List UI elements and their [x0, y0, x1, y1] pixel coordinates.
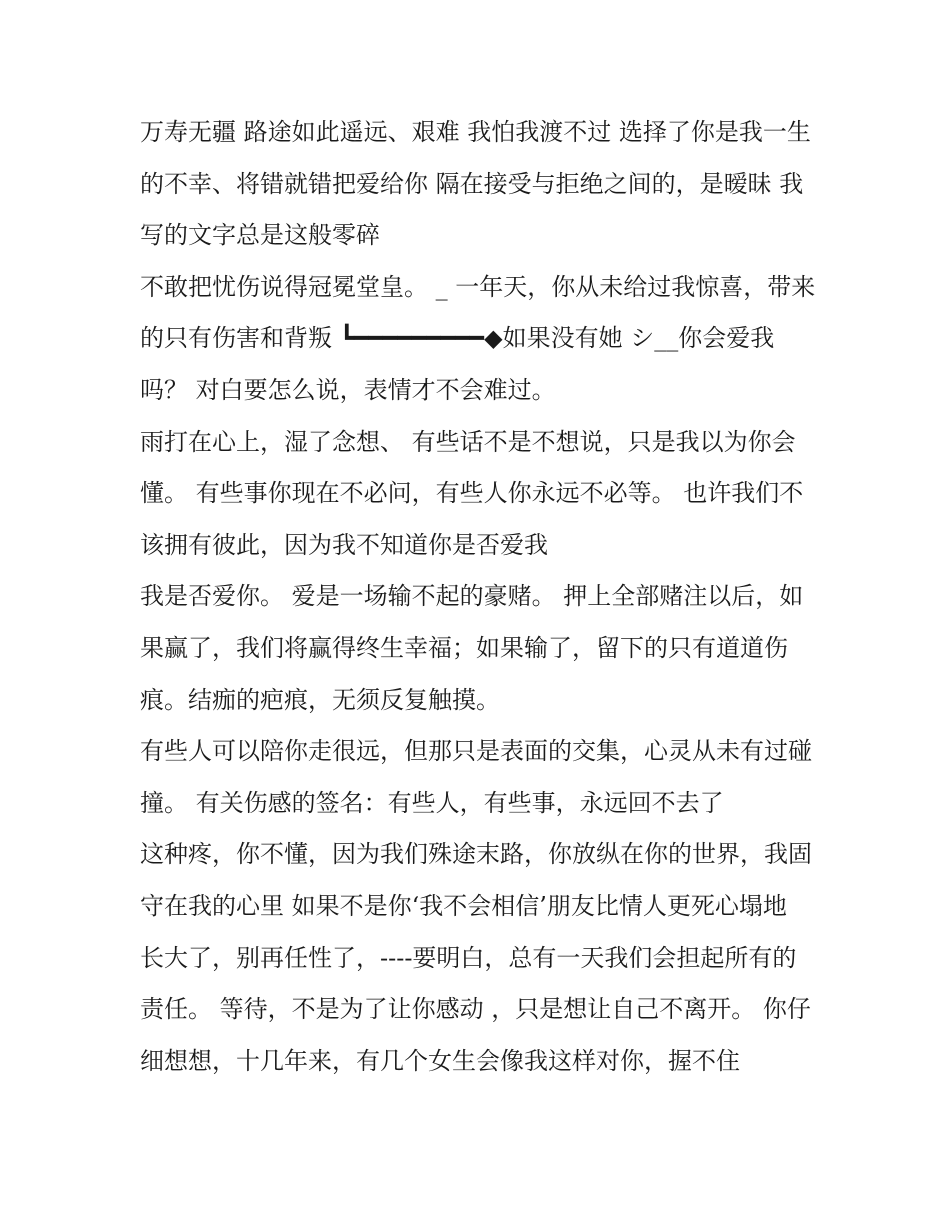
paragraph-5: 有些人可以陪你走很远，但那只是表面的交集，心灵从未有过碰撞。 有关伤感的签名：有些人，有些事，永远回不去了 [140, 737, 812, 817]
paragraph-2: 不敢把忧伤说得冠冕堂皇。 _ 一年天，你从未给过我惊喜，带来的只有伤害和背叛 ┗━━━━━━━━━◆如果没有她 シ__你会爱我吗？ 对白要怎么说，表情才不会难过。 [140, 272, 816, 404]
paragraph-4: 我是否爱你。 爱是一场输不起的豪赌。 押上全部赌注以后，如果赢了，我们将赢得终生幸福；如果输了，留下的只有道道伤痕。结痂的疤痕，无须反复触摸。 [140, 582, 804, 714]
document-body [140, 107, 820, 1087]
paragraph-3: 雨打在心上，湿了念想、 有些话不是不想说，只是我以为你会懂。 有些事你现在不必问，有些人你永远不必等。 也许我们不该拥有彼此，因为我不知道你是否爱我 [140, 427, 804, 559]
paragraph-1: 万寿无疆 路途如此遥远、艰难 我怕我渡不过 选择了你是我一生的不幸、将错就错把爱给你 隔在接受与拒绝之间的，是暧昧 我写的文字总是这般零碎 [140, 118, 811, 250]
paragraph-6: 这种疼，你不懂，因为我们殊途末路，你放纵在你的世界，我固守在我的心里 如果不是你‘我不会相信’朋友比情人更死心塌地 [140, 840, 812, 920]
paragraph-7: 长大了，别再任性了，----要明白，总有一天我们会担起所有的责任。 等待，不是为了让你感动 ，只是想让自己不离开。 你仔细想想，十几年来，有几个女生会像我这样对你，握不住 [140, 943, 811, 1075]
